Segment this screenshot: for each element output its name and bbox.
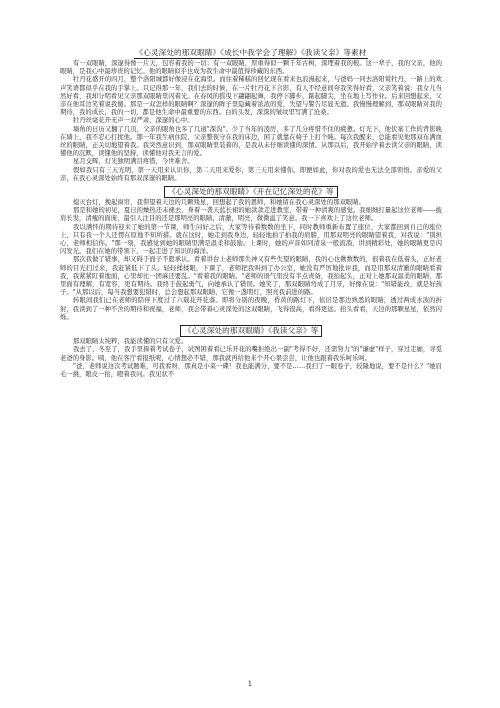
paragraph: 有一双眼睛，深邃得像一片天，包容着我的一切；有一双眼睛，厚重得似一颗千年古树，深埋着我的根。这一辈子，我的父亲，他的眼睛，是我心中最珍贵的记忆。他的眼睛似乎也成为我生命中最值得珍藏的东西。 xyxy=(60,60,442,76)
section-title-row xyxy=(60,184,442,198)
paragraph: 假如我只有三天光明，第一天用来认识你，第二天用来爱你，第三天用来懂你。即便如此，你对我的爱也无法全部领悟。亲爱的父亲，在我心灵深处始终有那双深邃的眼睛。 xyxy=(60,166,442,182)
paragraph: "爸，老师说这次考试题难，可我看呀，那真是小菜一碟！我也能满分，要不是……我扫了一眼卷子，较隆地说，要不是什么？"她眉毛一挑，眼皮一抬，瞪着我问。我见状不 xyxy=(60,362,442,378)
paragraph: 我以满怀的期待迎来了她的第一节课，师生问好之后，大家等待着数数的坐下，同时教师重新布置了座位，大家都回到自己的座位上，只有我一个人还愣在原地不知所措。就在这时，她走到我身边，轻轻地拍了拍我的肩膀，用那双明亮的眼睛望着我，对我说："别担心，老师相信你。"那一刻，我感觉到她的眼睛里满是温柔和鼓励。上课时，她的声音如同清泉一般流淌，讲到精彩处，她的眼睛更是闪闪发光。我们在她的带领下，一起走进了知识的海洋。 xyxy=(60,223,442,256)
section-title: 《心灵深处的那双眼睛》《成长中我学会了理解》《我读父亲》等素材 xyxy=(135,48,367,57)
paragraph: 牡丹花盛开的四月，整个洛阳城都好像浸在花海里。而住着稀糕的回忆现在看来也浪漫起来，与爸妈一同去洛阳赏牡丹，一路上的欢声笑语都似乎在我的手掌上。只记得那一年，我们去的时候，在一片牡丹花下合影，有人不经意间夸我笑得好看，父亲笑着说：我女儿当然好看，我却分明看见父亲那双眼睛里闪着光。在春风的摇曳下翩翩起舞，我停下脚步，踮起脚尖，坐在地上写作业。后来回想起来，父亲在他耳边笑着说我傻。那是一双怎样的眼睛啊？深邃的眸子里隐藏着浓浓的爱，失望与警告尽显无遗。我慢慢理解到，那双眼睛对我的期待，我的成长，我的一切，都是他生命中最重要的东西。白的头发，深深的皱纹里写满了沧桑。 xyxy=(60,76,442,117)
section-title: 《心灵深处的那双眼睛》《我读父亲》等 xyxy=(180,325,323,337)
page-number: 1 xyxy=(247,680,253,688)
paragraph: 牡丹丝毫花开无声一双严肃、深邃的心中。 xyxy=(73,117,194,125)
paragraph: 那是和她的初见，夏日的燥热还未褪去，身着一袭天蓝长裙的她款款走进教室，带着一种清爽的感觉。我细细打量起这位老师——披肩长发，清瘦的面庞，最引人注目的还是那明亮的眼睛，清澈，明亮，微微溢了笑意。我一下喜欢上了这位老师。 xyxy=(60,207,442,223)
paragraph: 星月交辉，灯光独明满目疼惜，今世难舍。 xyxy=(73,158,194,166)
paragraph: 熄灭台灯，挽起窗帘，我仰望着天边的几颗残星，回想起了我的恩师，和她留在我心灵深处的那双眼睛。 xyxy=(73,199,365,207)
paragraph: 转眼间我们已在老师的陪伴下度过了六载花开花落。即将分别的夜晚，昏黄的路灯下，依旧是那边熟悉的眼睛，透过两成水波的折射，我读到了一种不舍的期待和祝福，老师，我会带着心灵深处的这双眼睛，飞得很高，看得更远。抬头看看，天边的那颗星星，依然闪烁。 xyxy=(60,297,442,321)
essay-section xyxy=(60,45,442,183)
paragraph: 那次我做了错事，却又碍于面子不愿承认。看着讲台上老师那失神又有些失望的眼睛，我的心也揪数数的，很着我在低着头，正好老师的目光扫过来，我赶紧低下了头。轻轻揉揉眼，下课了，老师把我叫到了办公室，她没有严厉地批评我，而是用那双清澈的眼睛看着我，我紧紧盯着地面，心里却比一团麻还要乱。"看着我的眼睛。"老师的语气里没有半点责备，我抬起头，正对上她那双温柔的眼睛，那里面有理解，有宽容，更有期待。我终于鼓起勇气，向她承认了错误。她笑了，那双眼睛弯成了月牙，好像在说："知错能改，就是好孩子。"从那以后，每当我想要犯错时，总会想起那双眼睛，它像一盏明灯，照亮我前进的路。 xyxy=(60,256,442,297)
document-body xyxy=(60,45,442,379)
section-title-row xyxy=(60,323,442,337)
section-title-row xyxy=(60,45,442,59)
essay-section xyxy=(60,323,442,379)
paragraph: 那双眼睛太纯粹，我能读懂的只有父爱。 xyxy=(73,338,188,346)
essay-section xyxy=(60,184,442,322)
paragraph: 墙角的日历又翻了几页，父亲的眼角也多了几道"深沟"。少了当年的凌厉，多了几分疼惜不住的疲惫。灯光下，他伏案工作的背影映在墙上，我不忍心打扰他。那一年我生病住院，父亲整夜守在我的床边，困了就靠在椅子上打个盹。每次我醒来，总能看见他那双布满血丝的眼睛，正关切地望着我。我突然意识到，那双眼睛里装着的，是我从未仔细读懂的深情。从那以后，我开始学着去读父亲的眼睛，读懂他的沉默，读懂他的坚持，读懂他对我无言的爱。 xyxy=(60,125,442,158)
paragraph: 我去了，冬至了，我手里捧着考试卷子，试图困着看已乐开花的嘴拒绝出一副"考得不好，还需努力"的"谦虚"样子，穿过走廊，寻觅老爸的身影。咦，他在客厅看报纸呢，心情想必不错，那我就再给他来个开心果尝尝，让他也跟着我乐呵乐呵。 xyxy=(60,346,442,362)
section-title: 《心灵深处的那双眼睛》《开在记忆深处的花》等 xyxy=(164,186,337,198)
